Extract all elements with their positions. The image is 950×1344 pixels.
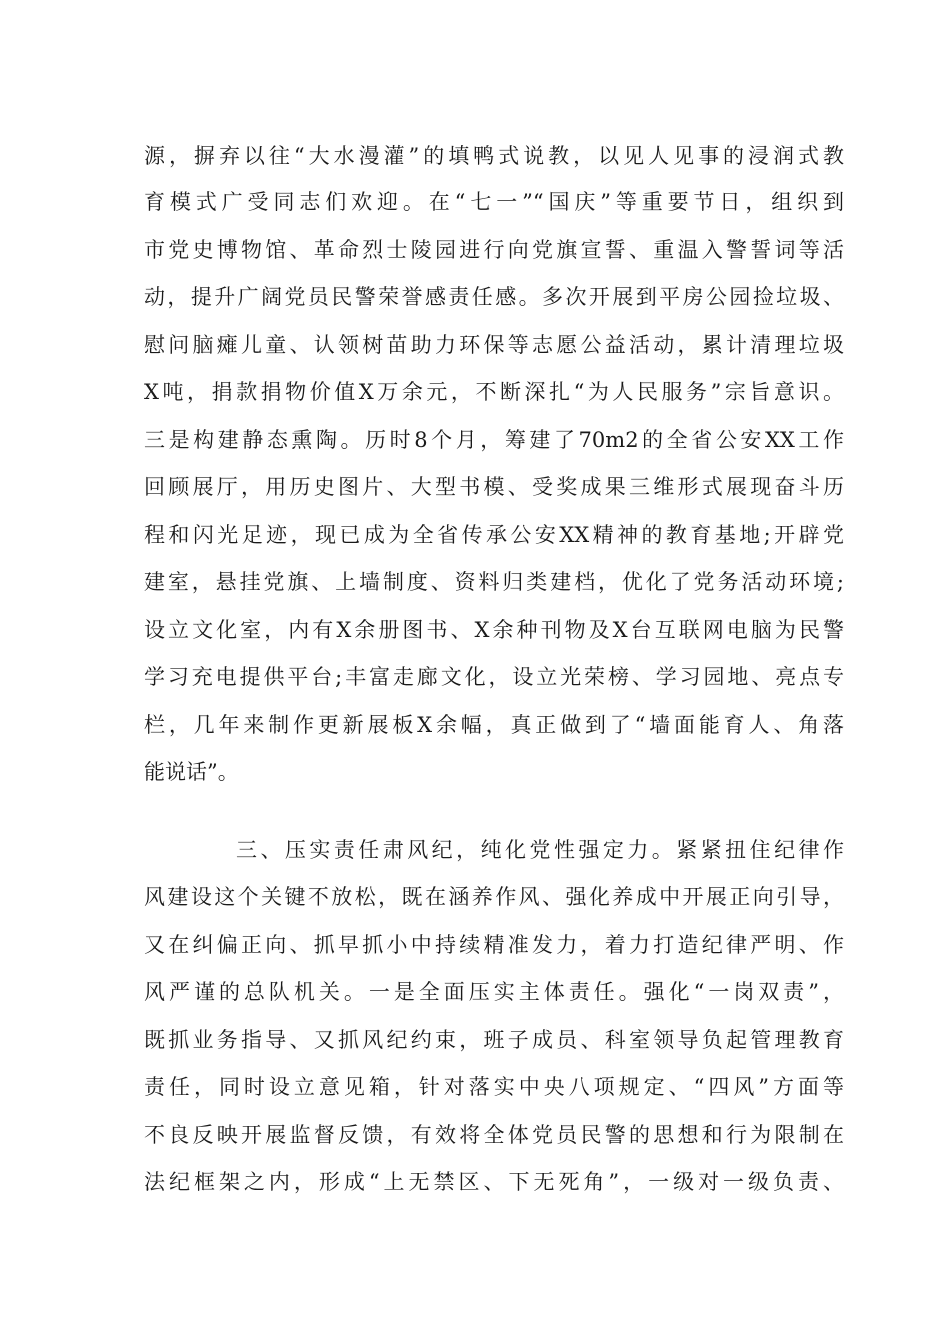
text-line-6: X吨，捐款捐物价值X万余元，不断深扎“为人民服务”宗旨意识。 xyxy=(144,380,844,404)
text-line-12: 学习充电提供平台;丰富走廊文化，设立光荣榜、学习园地、亮点专 xyxy=(144,665,844,689)
text-line-9: 程和闪光足迹，现已成为全省传承公安XX精神的教育基地;开辟党 xyxy=(144,523,844,547)
text-line-1: 源，摒弃以往“大水漫灌”的填鸭式说教，以见人见事的浸润式教 xyxy=(144,144,844,168)
text-line-5: 慰问脑瘫儿童、认领树苗助力环保等志愿公益活动，累计清理垃圾 xyxy=(144,333,844,357)
text-line-4: 动，提升广阔党员民警荣誉感责任感。多次开展到平房公园捡垃圾、 xyxy=(144,285,844,309)
text-line-22: 法纪框架之内，形成“上无禁区、下无死角”，一级对一级负责、 xyxy=(144,1170,844,1194)
text-line-19: 既抓业务指导、又抓风纪约束，班子成员、科室领导负起管理教育 xyxy=(144,1028,844,1052)
text-line-8: 回顾展厅，用历史图片、大型书模、受奖成果三维形式展现奋斗历 xyxy=(144,475,844,499)
text-line-11: 设立文化室，内有X余册图书、X余种刊物及X台互联网电脑为民警 xyxy=(144,618,844,642)
section-heading-line: 三、压实责任肃风纪，纯化党性强定力。紧紧扭住纪律作 xyxy=(236,838,844,862)
text-line-16: 风建设这个关键不放松，既在涵养作风、强化养成中开展正向引导， xyxy=(144,885,844,909)
text-line-18: 风严谨的总队机关。一是全面压实主体责任。强化“一岗双责”， xyxy=(144,980,844,1004)
text-line-14: 能说话”。 xyxy=(144,760,239,784)
text-line-2: 育模式广受同志们欢迎。在“七一”“国庆”等重要节日，组织到 xyxy=(144,190,844,214)
text-line-10: 建室，悬挂党旗、上墙制度、资料归类建档，优化了党务活动环境; xyxy=(144,570,844,594)
text-line-20: 责任，同时设立意见箱，针对落实中央八项规定、“四风”方面等 xyxy=(144,1075,844,1099)
text-line-13: 栏，几年来制作更新展板X余幅，真正做到了“墙面能育人、角落 xyxy=(144,713,844,737)
text-line-21: 不良反映开展监督反馈，有效将全体党员民警的思想和行为限制在 xyxy=(144,1123,844,1147)
text-line-7: 三是构建静态熏陶。历时8个月，筹建了70m2的全省公安XX工作 xyxy=(144,428,844,452)
text-line-17: 又在纠偏正向、抓早抓小中持续精准发力，着力打造纪律严明、作 xyxy=(144,933,844,957)
text-line-3: 市党史博物馆、革命烈士陵园进行向党旗宣誓、重温入警誓词等活 xyxy=(144,238,844,262)
